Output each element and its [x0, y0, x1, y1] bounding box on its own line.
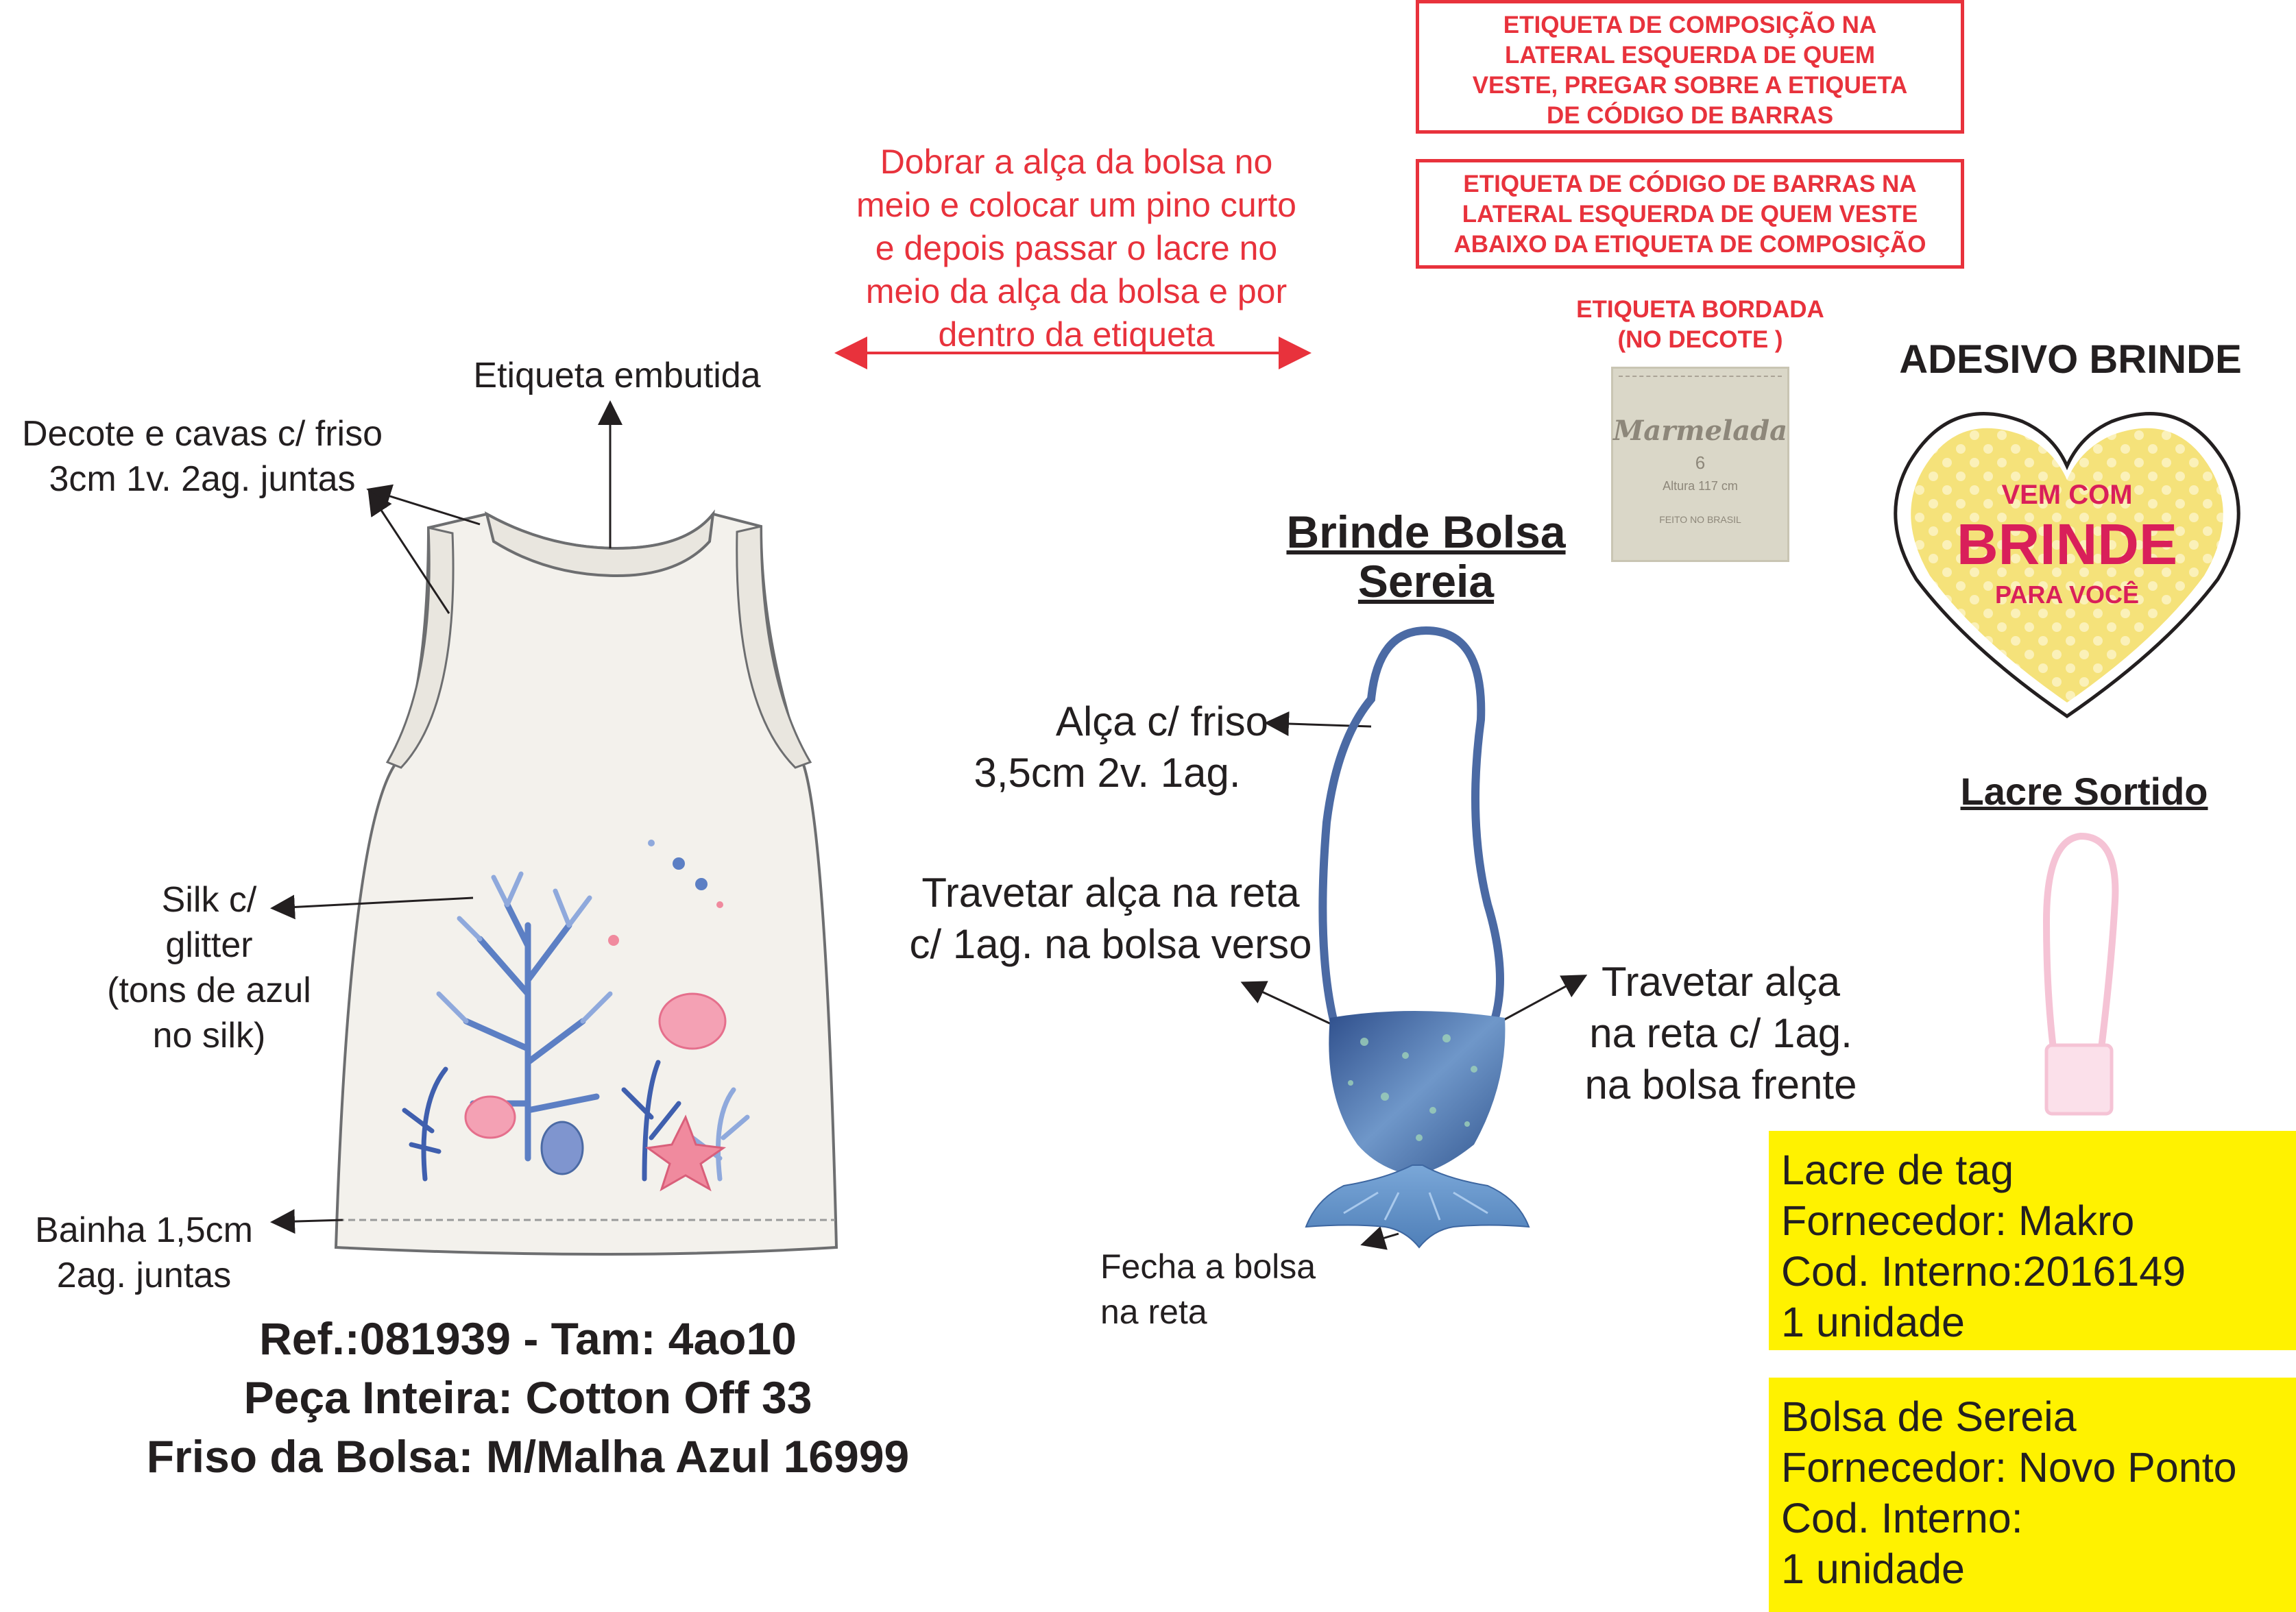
decote-label: Decote e cavas c/ friso 3cm 1v. 2ag. juntas	[22, 414, 383, 499]
etiqueta-embutida-label: Etiqueta embutida	[473, 356, 761, 395]
sticker-title: ADESIVO BRINDE	[1899, 337, 2242, 382]
sticker-line3: PARA VOCÊ	[1994, 581, 2140, 609]
sticker-line2: BRINDE	[1956, 512, 2178, 576]
folding-instruction: Dobrar a alça da bolsa no meio e colocar um pino curto e depois passar o lacre no meio da alça da bolsa e por dentro da etiqueta	[856, 143, 1296, 354]
composition-label-box: ETIQUETA DE COMPOSIÇÃO NA LATERAL ESQUERDA DE QUEM VESTE, PREGAR SOBRE A ETIQUETA DE CÓDIGO DE BARRAS	[1416, 0, 1964, 134]
bag-tail	[1306, 1165, 1529, 1247]
bag-title: Brinde Bolsa Sereia	[1286, 506, 1566, 607]
ref-line: Ref.:081939 - Tam: 4ao10	[259, 1313, 797, 1364]
reference-block	[123, 1309, 932, 1486]
embroidered-label-tag	[1611, 367, 1789, 562]
mermaid-bag-drawing	[1303, 617, 1577, 1261]
label-altura: Altura 117 cm	[1663, 479, 1738, 493]
embroidered-label-title: ETIQUETA BORDADA (NO DECOTE )	[1576, 296, 1824, 353]
supplier-box-bolsa: Bolsa de Sereia Fornecedor: Novo Ponto Cod. Interno: 1 unidade	[1769, 1378, 2296, 1612]
fecha-label: Fecha a bolsa na reta	[1100, 1247, 1316, 1331]
barcode-label-box: ETIQUETA DE CÓDIGO DE BARRAS NA LATERAL ESQUERDA DE QUEM VESTE ABAIXO DA ETIQUETA DE COMPOSIÇÃO	[1416, 159, 1964, 269]
supplier-box-lacre: Lacre de tag Fornecedor: Makro Cod. Interno:2016149 1 unidade	[1769, 1131, 2296, 1350]
heart-sticker	[1885, 401, 2249, 723]
travetar-frente-label: Travetar alça na reta c/ 1ag. na bolsa frente	[1584, 959, 1857, 1108]
lacre-drawing	[2016, 826, 2146, 1121]
silk-label: Silk c/ glitter (tons de azul no silk)	[107, 880, 311, 1055]
sticker-line1: VEM COM	[2001, 480, 2133, 510]
label-origin: FEITO NO BRASIL	[1659, 514, 1741, 525]
bag-strap	[1322, 631, 1500, 1020]
label-size: 6	[1695, 452, 1706, 473]
fabric-line: Peça Inteira: Cotton Off 33	[243, 1372, 812, 1423]
label-brand: Marmelada	[1613, 415, 1788, 447]
lacre-title: Lacre Sortido	[1960, 770, 2208, 813]
travetar-verso-label: Travetar alça na reta c/ 1ag. na bolsa verso	[909, 870, 1312, 967]
alca-label: Alça c/ friso 3,5cm 2v. 1ag.	[974, 698, 1268, 796]
bag-body	[1329, 1011, 1505, 1175]
friso-line: Friso da Bolsa: M/Malha Azul 16999	[146, 1431, 910, 1482]
bainha-label: Bainha 1,5cm 2ag. juntas	[35, 1210, 253, 1295]
